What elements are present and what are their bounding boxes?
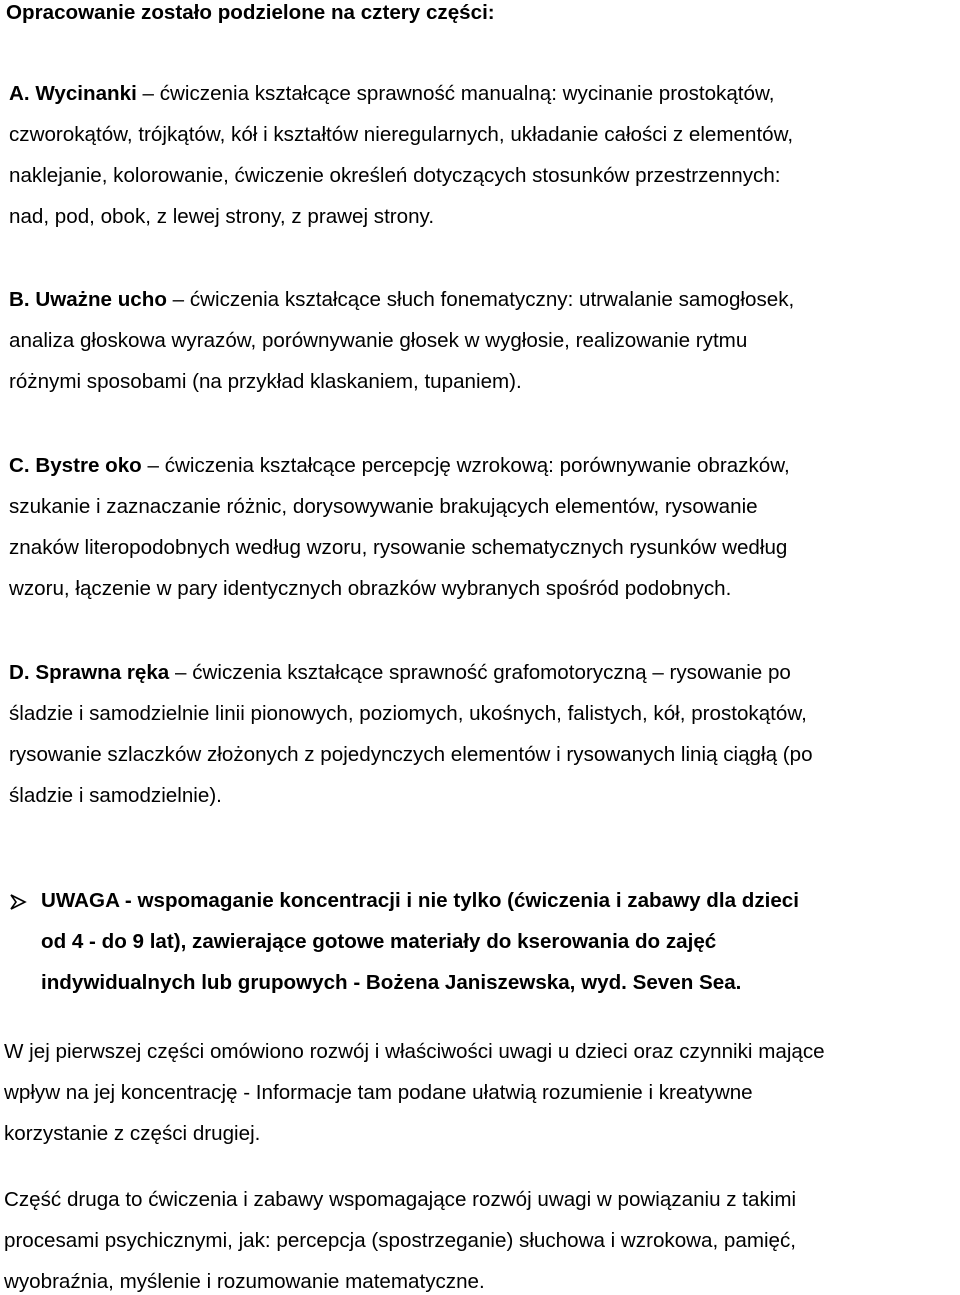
section-d-letter: D. [9,661,30,684]
paragraph-2-line-2: procesami psychicznymi, jak: percepcja (spostrzeganie) słuchowa i wzrokowa, pamięć, [4,1229,797,1252]
section-d-title: Sprawna ręka [35,661,170,684]
section-d-line-1 [9,661,791,685]
section-c-title: Bystre oko [35,454,142,477]
paragraph-2-line-1: Część druga to ćwiczenia i zabawy wspomagające rozwój uwagi w powiązaniu z takimi [4,1188,797,1211]
section-b-line-3: różnymi sposobami (na przykład klaskaniem, tupaniem). [9,370,522,393]
section-b-text: ćwiczenia kształcące słuch fonematyczny: utrwalanie samogłosek, [189,288,795,311]
section-a-text: ćwiczenia kształcące sprawność manualną: wycinanie prostokątów, [159,82,775,105]
section-c-dash: – [147,454,159,477]
section-a-line-2: czworokątów, trójkątów, kół i kształtów nieregularnych, układanie całości z elementów, [9,123,794,146]
section-c-text: ćwiczenia kształcące percepcję wzrokową: porównywanie obrazków, [164,454,790,477]
paragraph-1-line-3: korzystanie z części drugiej. [4,1122,261,1145]
section-c-line-2: szukanie i zaznaczanie różnic, dorysowywanie brakujących elementów, rysowanie [9,495,758,518]
section-d-line-3: rysowanie szlaczków złożonych z pojedynczych elementów i rysowanych linią ciągłą (po [9,743,813,766]
intro-heading: Opracowanie zostało podzielone na cztery części: [6,1,495,24]
section-b-line-2: analiza głoskowa wyrazów, porównywanie głosek w wygłosie, realizowanie rytmu [9,329,748,352]
note-line-1: UWAGA - wspomaganie koncentracji i nie tylko (ćwiczenia i zabawy dla dzieci [41,889,799,912]
section-b-title: Uważne ucho [35,288,167,311]
section-c-line-4: wzoru, łączenie w pary identycznych obrazków wybranych spośród podobnych. [9,577,732,600]
section-b-line-1 [9,288,794,312]
section-a-letter: A. [9,82,30,105]
section-a-dash: – [142,82,155,105]
section-c-letter: C. [9,454,30,477]
note-line-2: od 4 - do 9 lat), zawierające gotowe materiały do kserowania do zajęć [41,930,717,953]
section-d-dash-2: – [652,661,664,684]
paragraph-1-line-1: W jej pierwszej części omówiono rozwój i właściwości uwagi u dzieci oraz czynniki mające [4,1040,825,1063]
section-d-text-end: rysowanie po [669,661,791,684]
section-a-title: Wycinanki [35,82,137,105]
section-a-line-4: nad, pod, obok, z lewej strony, z prawej strony. [9,205,435,228]
section-b-dash: – [172,288,185,311]
section-b-letter: B. [9,288,30,311]
arrowhead-bullet-icon [9,890,29,914]
note-line-3: indywidualnych lub grupowych - Bożena Janiszewska, wyd. Seven Sea. [41,971,742,994]
section-d-dash: – [175,661,187,684]
section-c-line-1 [9,454,790,478]
paragraph-2-line-3: wyobraźnia, myślenie i rozumowanie matematyczne. [4,1270,485,1293]
section-a-line-1 [9,82,774,106]
section-c-line-3: znaków literopodobnych według wzoru, rysowanie schematycznych rysunków według [9,536,788,559]
section-a-line-3: naklejanie, kolorowanie, ćwiczenie określeń dotyczących stosunków przestrzennych: [9,164,781,187]
section-d-line-2: śladzie i samodzielnie linii pionowych, poziomych, ukośnych, falistych, kół, prostokątów, [9,702,807,725]
paragraph-1-line-2: wpływ na jej koncentrację - Informacje tam podane ułatwią rozumienie i kreatywne [4,1081,753,1104]
section-d-line-4: śladzie i samodzielnie). [9,784,222,807]
section-d-text: ćwiczenia kształcące sprawność grafomotoryczną [192,661,647,684]
